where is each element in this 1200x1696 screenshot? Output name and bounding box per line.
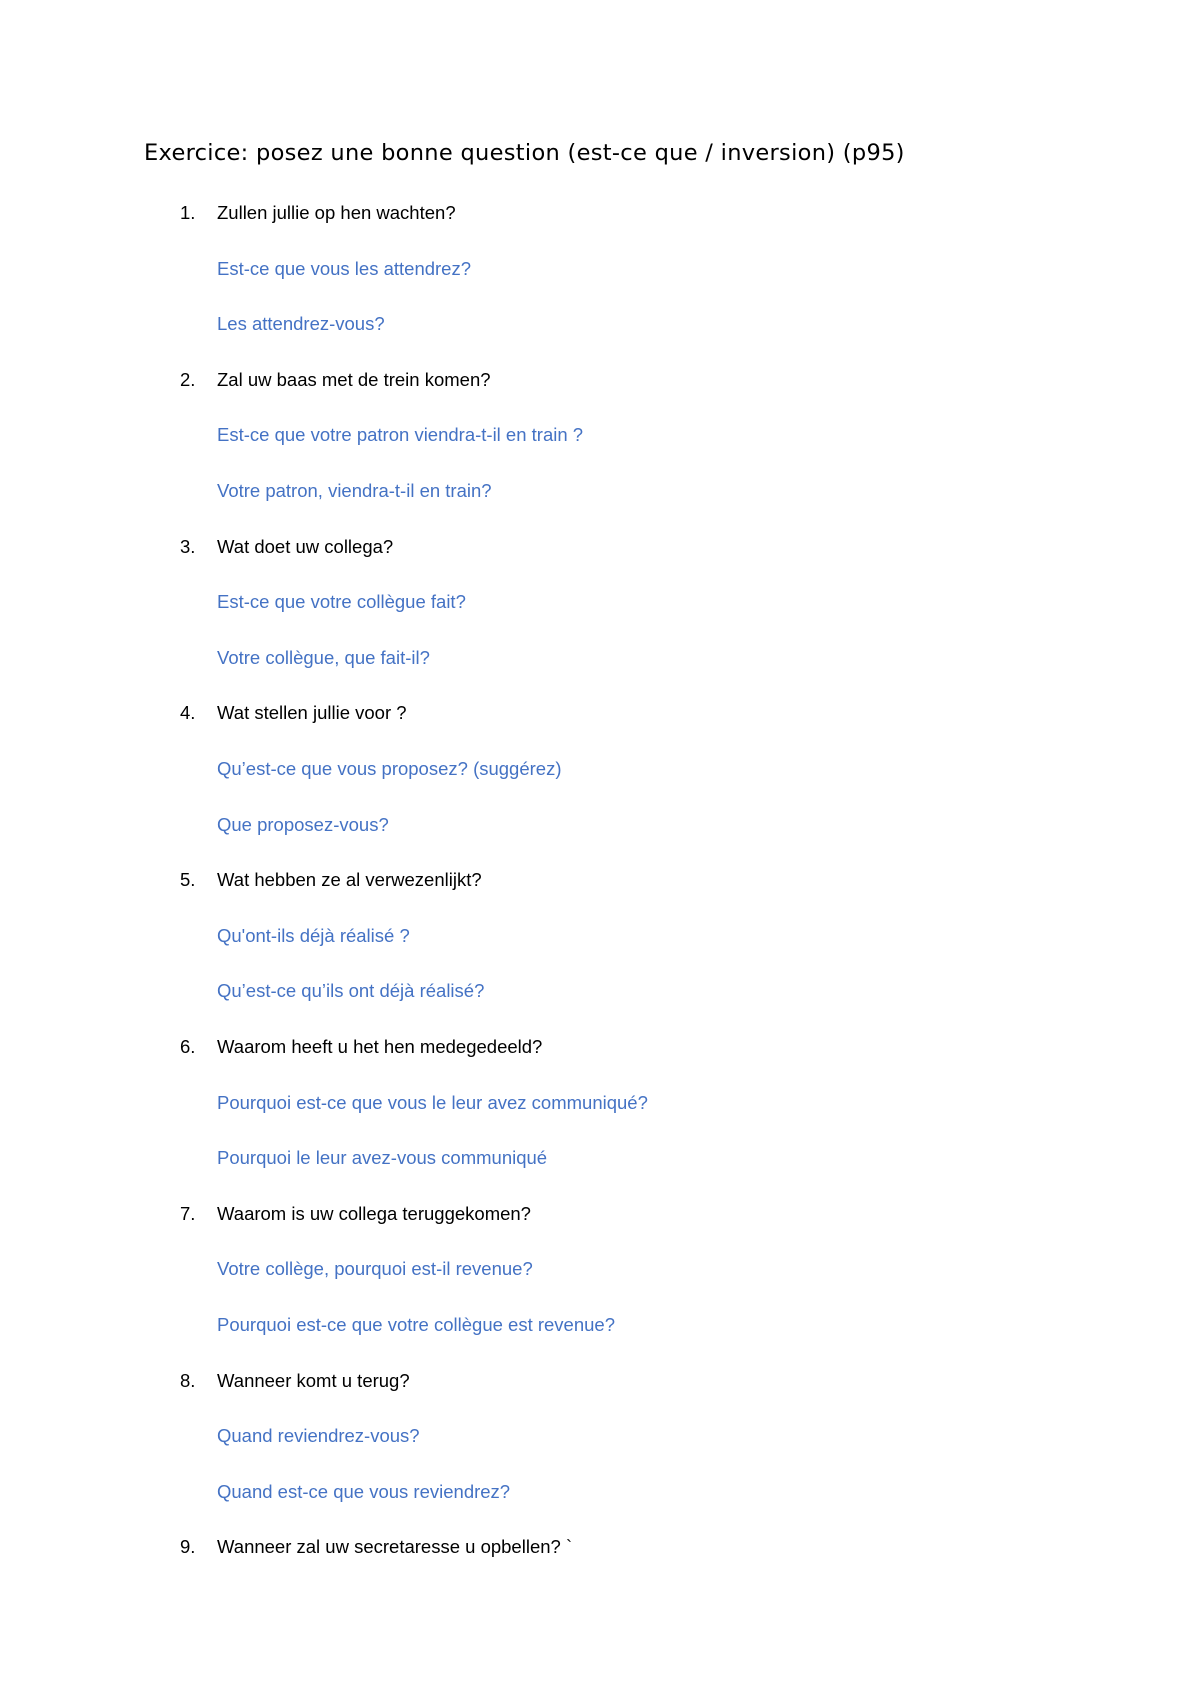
answer-text: Qu'ont-ils déjà réalisé ? bbox=[217, 924, 410, 946]
item-number: 5. bbox=[180, 869, 196, 891]
question-text: Wat stellen jullie voor ? bbox=[217, 702, 407, 724]
answer-text: Qu’est-ce qu’ils ont déjà réalisé? bbox=[217, 980, 485, 1002]
question-text: Wanneer komt u terug? bbox=[217, 1369, 410, 1391]
question-text: Waarom is uw collega teruggekomen? bbox=[217, 1202, 531, 1224]
question-text: Waarom heeft u het hen medegedeeld? bbox=[217, 1036, 543, 1057]
answer-text: Votre collègue, que fait-il? bbox=[217, 646, 430, 668]
answer-text: Quand reviendrez-vous? bbox=[217, 1425, 420, 1447]
answer-text: Est-ce que votre patron viendra-t-il en train ? bbox=[217, 424, 584, 446]
question-text: Wanneer zal uw secretaresse u opbellen? ` bbox=[217, 1536, 573, 1558]
answer-text: Que proposez-vous? bbox=[217, 813, 389, 835]
item-number: 8. bbox=[180, 1369, 196, 1391]
answer-text: Est-ce que vous les attendrez? bbox=[217, 257, 472, 279]
item-number: 1. bbox=[180, 202, 196, 223]
question-text: Zal uw baas met de trein komen? bbox=[217, 368, 491, 390]
question-text: Zullen jullie op hen wachten? bbox=[217, 202, 456, 223]
item-number: 2. bbox=[180, 368, 196, 390]
item-number: 4. bbox=[180, 702, 196, 724]
item-number: 9. bbox=[180, 1536, 196, 1558]
answer-text: Votre collège, pourquoi est-il revenue? bbox=[217, 1258, 533, 1280]
question-text: Wat hebben ze al verwezenlijkt? bbox=[217, 869, 482, 891]
item-number: 6. bbox=[180, 1036, 196, 1057]
answer-text: Quand est-ce que vous reviendrez? bbox=[217, 1480, 511, 1502]
question-text: Wat doet uw collega? bbox=[217, 535, 394, 557]
document-title: Exercice: posez une bonne question (est-ce que / inversion) (p95) bbox=[144, 140, 905, 166]
item-number: 7. bbox=[180, 1202, 196, 1224]
answer-text: Les attendrez-vous? bbox=[217, 313, 385, 335]
answer-text: Votre patron, viendra-t-il en train? bbox=[217, 480, 492, 501]
answer-text: Pourquoi est-ce que votre collègue est revenue? bbox=[217, 1314, 616, 1335]
answer-text: Pourquoi est-ce que vous le leur avez communiqué? bbox=[217, 1091, 648, 1113]
answer-text: Pourquoi le leur avez-vous communiqué bbox=[217, 1147, 548, 1169]
item-number: 3. bbox=[180, 535, 196, 557]
answer-text: Qu’est-ce que vous proposez? (suggérez) bbox=[217, 758, 562, 779]
answer-text: Est-ce que votre collègue fait? bbox=[217, 591, 466, 613]
